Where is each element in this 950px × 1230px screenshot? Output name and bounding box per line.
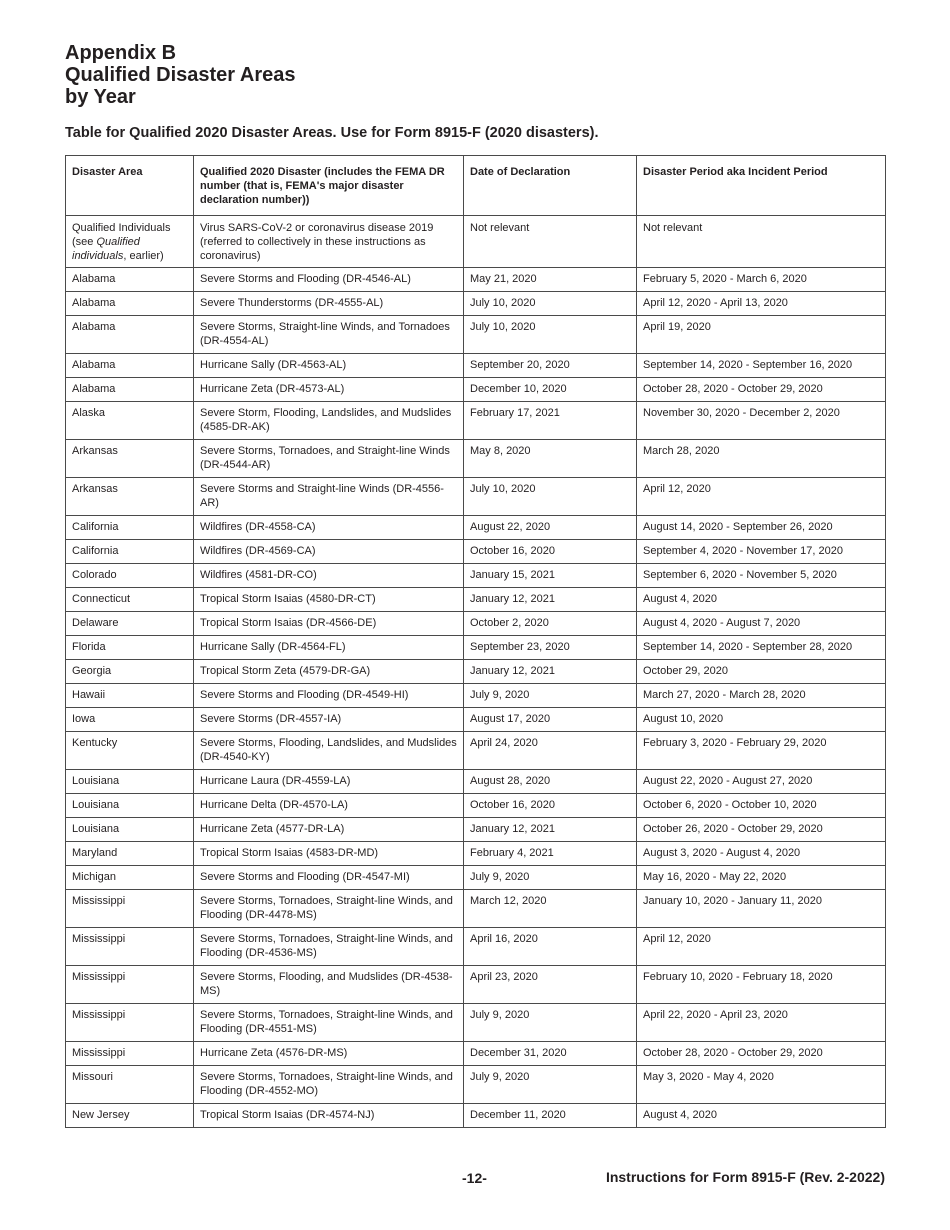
cell-disaster-period: March 28, 2020: [637, 440, 886, 478]
cell-disaster-area: Mississippi: [66, 966, 194, 1004]
cell-disaster-area: Louisiana: [66, 818, 194, 842]
table-row: [66, 1104, 886, 1128]
cell-disaster-area: Alaska: [66, 402, 194, 440]
appendix-subtitle: Qualified Disaster Areas: [65, 64, 296, 86]
table-row: [66, 378, 886, 402]
cell-disaster-area: Arkansas: [66, 478, 194, 516]
table-row: [66, 354, 886, 378]
table-row: [66, 1066, 886, 1104]
cell-qualified-disaster: Hurricane Zeta (4576-DR-MS): [194, 1042, 464, 1066]
cell-qualified-disaster: Severe Storms, Tornadoes, Straight-line Winds, and Flooding (DR-4536-MS): [194, 928, 464, 966]
cell-disaster-period: October 29, 2020: [637, 660, 886, 684]
cell-disaster-area: Mississippi: [66, 1042, 194, 1066]
cell-declaration-date: October 16, 2020: [464, 794, 637, 818]
column-header-disaster-period: Disaster Period aka Incident Period: [637, 156, 886, 216]
cell-qualified-disaster: Hurricane Sally (DR-4563-AL): [194, 354, 464, 378]
cell-qualified-disaster: Tropical Storm Isaias (DR-4574-NJ): [194, 1104, 464, 1128]
cell-disaster-area: Alabama: [66, 354, 194, 378]
cell-disaster-period: September 14, 2020 - September 28, 2020: [637, 636, 886, 660]
cell-disaster-period: March 27, 2020 - March 28, 2020: [637, 684, 886, 708]
table-row: [66, 966, 886, 1004]
cell-disaster-area: California: [66, 540, 194, 564]
table-body: [66, 216, 886, 1128]
cell-qualified-disaster: Hurricane Zeta (DR-4573-AL): [194, 378, 464, 402]
cell-disaster-period: May 16, 2020 - May 22, 2020: [637, 866, 886, 890]
table-row: [66, 684, 886, 708]
cell-qualified-disaster: Wildfires (DR-4569-CA): [194, 540, 464, 564]
cell-disaster-area: Louisiana: [66, 770, 194, 794]
column-header-qualified-disaster: Qualified 2020 Disaster (includes the FEMA DR number (that is, FEMA's major disaster declaration number)): [194, 156, 464, 216]
cell-disaster-area: Kentucky: [66, 732, 194, 770]
cell-qualified-disaster: Severe Storms, Tornadoes, Straight-line Winds, and Flooding (DR-4551-MS): [194, 1004, 464, 1042]
cell-disaster-period: September 4, 2020 - November 17, 2020: [637, 540, 886, 564]
cell-disaster-area: Alabama: [66, 292, 194, 316]
table-caption: Table for Qualified 2020 Disaster Areas. Use for Form 8915-F (2020 disasters).: [65, 125, 599, 141]
cell-qualified-disaster: Wildfires (4581-DR-CO): [194, 564, 464, 588]
cell-qualified-disaster: Severe Storms and Flooding (DR-4546-AL): [194, 268, 464, 292]
table-row: [66, 842, 886, 866]
table-row: [66, 292, 886, 316]
cell-disaster-area: Louisiana: [66, 794, 194, 818]
cell-disaster-area: Mississippi: [66, 1004, 194, 1042]
table-row: [66, 1004, 886, 1042]
cell-disaster-period: August 4, 2020: [637, 1104, 886, 1128]
cell-qualified-disaster: Wildfires (DR-4558-CA): [194, 516, 464, 540]
cell-declaration-date: October 16, 2020: [464, 540, 637, 564]
table-row: [66, 636, 886, 660]
column-header-disaster-area: Disaster Area: [66, 156, 194, 216]
cell-qualified-disaster: Severe Storms, Straight-line Winds, and Tornadoes (DR-4554-AL): [194, 316, 464, 354]
cell-qualified-disaster: Hurricane Laura (DR-4559-LA): [194, 770, 464, 794]
cell-disaster-period: August 4, 2020: [637, 588, 886, 612]
qualified-area-suffix: , earlier): [123, 250, 164, 262]
cell-disaster-area: Mississippi: [66, 928, 194, 966]
cell-declaration-date: July 10, 2020: [464, 316, 637, 354]
cell-disaster-period: August 10, 2020: [637, 708, 886, 732]
cell-declaration-date: January 15, 2021: [464, 564, 637, 588]
cell-disaster-area: Maryland: [66, 842, 194, 866]
cell-qualified-disaster: Severe Storms, Tornadoes, Straight-line Winds, and Flooding (DR-4478-MS): [194, 890, 464, 928]
cell-disaster-period: Not relevant: [637, 216, 886, 268]
cell-qualified-disaster: Severe Storms, Flooding, Landslides, and Mudslides (DR-4540-KY): [194, 732, 464, 770]
cell-disaster-area: Georgia: [66, 660, 194, 684]
cell-declaration-date: April 24, 2020: [464, 732, 637, 770]
cell-qualified-disaster: Hurricane Zeta (4577-DR-LA): [194, 818, 464, 842]
cell-qualified-disaster: Tropical Storm Zeta (4579-DR-GA): [194, 660, 464, 684]
cell-qualified-disaster: Tropical Storm Isaias (4583-DR-MD): [194, 842, 464, 866]
cell-declaration-date: July 9, 2020: [464, 684, 637, 708]
cell-declaration-date: February 4, 2021: [464, 842, 637, 866]
cell-declaration-date: April 16, 2020: [464, 928, 637, 966]
cell-declaration-date: December 10, 2020: [464, 378, 637, 402]
cell-declaration-date: July 9, 2020: [464, 1066, 637, 1104]
table-row: [66, 540, 886, 564]
cell-declaration-date: September 23, 2020: [464, 636, 637, 660]
qualified-individuals-reference: Qualified individuals: [72, 236, 140, 262]
cell-qualified-disaster: Severe Storms and Flooding (DR-4549-HI): [194, 684, 464, 708]
table-row: [66, 478, 886, 516]
cell-disaster-period: August 3, 2020 - August 4, 2020: [637, 842, 886, 866]
cell-disaster-period: October 26, 2020 - October 29, 2020: [637, 818, 886, 842]
cell-declaration-date: January 12, 2021: [464, 660, 637, 684]
appendix-subtitle-year: by Year: [65, 86, 136, 108]
cell-qualified-disaster: Severe Storms, Tornadoes, Straight-line Winds, and Flooding (DR-4552-MO): [194, 1066, 464, 1104]
column-header-declaration-date: Date of Declaration: [464, 156, 637, 216]
cell-qualified-disaster: Tropical Storm Isaias (4580-DR-CT): [194, 588, 464, 612]
table-row: [66, 866, 886, 890]
cell-disaster-area: Alabama: [66, 316, 194, 354]
table-header-row: [66, 156, 886, 216]
table-row: [66, 928, 886, 966]
cell-qualified-disaster: Virus SARS-CoV-2 or coronavirus disease 2019 (referred to collectively in these instructions as coronavirus): [194, 216, 464, 268]
cell-qualified-disaster: Severe Storms, Tornadoes, and Straight-line Winds (DR-4544-AR): [194, 440, 464, 478]
cell-declaration-date: March 12, 2020: [464, 890, 637, 928]
table-row: [66, 516, 886, 540]
cell-disaster-area: Connecticut: [66, 588, 194, 612]
cell-disaster-period: November 30, 2020 - December 2, 2020: [637, 402, 886, 440]
cell-disaster-area: California: [66, 516, 194, 540]
cell-declaration-date: May 8, 2020: [464, 440, 637, 478]
cell-disaster-area: Delaware: [66, 612, 194, 636]
qualified-area-prefix: Qualified Individuals (see: [72, 222, 171, 248]
table-row: [66, 612, 886, 636]
cell-disaster-period: April 12, 2020: [637, 928, 886, 966]
cell-qualified-disaster: Severe Storms (DR-4557-IA): [194, 708, 464, 732]
cell-declaration-date: December 11, 2020: [464, 1104, 637, 1128]
cell-disaster-period: October 28, 2020 - October 29, 2020: [637, 1042, 886, 1066]
table-row: [66, 770, 886, 794]
cell-declaration-date: July 10, 2020: [464, 478, 637, 516]
cell-disaster-period: August 22, 2020 - August 27, 2020: [637, 770, 886, 794]
cell-declaration-date: August 22, 2020: [464, 516, 637, 540]
cell-qualified-disaster: Severe Storms, Flooding, and Mudslides (DR-4538-MS): [194, 966, 464, 1004]
cell-qualified-disaster: Hurricane Delta (DR-4570-LA): [194, 794, 464, 818]
cell-qualified-disaster: Severe Storms and Straight-line Winds (DR-4556-AR): [194, 478, 464, 516]
cell-disaster-area: Arkansas: [66, 440, 194, 478]
cell-disaster-period: May 3, 2020 - May 4, 2020: [637, 1066, 886, 1104]
cell-declaration-date: February 17, 2021: [464, 402, 637, 440]
cell-declaration-date: August 17, 2020: [464, 708, 637, 732]
cell-disaster-period: April 22, 2020 - April 23, 2020: [637, 1004, 886, 1042]
cell-declaration-date: April 23, 2020: [464, 966, 637, 1004]
cell-qualified-disaster: Hurricane Sally (DR-4564-FL): [194, 636, 464, 660]
cell-declaration-date: January 12, 2021: [464, 818, 637, 842]
cell-disaster-period: April 12, 2020 - April 13, 2020: [637, 292, 886, 316]
cell-disaster-period: February 3, 2020 - February 29, 2020: [637, 732, 886, 770]
table-row: [66, 1042, 886, 1066]
cell-declaration-date: January 12, 2021: [464, 588, 637, 612]
cell-declaration-date: December 31, 2020: [464, 1042, 637, 1066]
table-row: [66, 890, 886, 928]
form-title-footer: Instructions for Form 8915-F (Rev. 2-2022): [605, 1169, 885, 1185]
cell-disaster-period: February 10, 2020 - February 18, 2020: [637, 966, 886, 1004]
cell-declaration-date: September 20, 2020: [464, 354, 637, 378]
table-row: [66, 818, 886, 842]
table-row: [66, 794, 886, 818]
cell-disaster-area: Mississippi: [66, 890, 194, 928]
cell-qualified-disaster: Severe Storm, Flooding, Landslides, and Mudslides (4585-DR-AK): [194, 402, 464, 440]
page-number: -12-: [462, 1170, 487, 1186]
cell-disaster-period: February 5, 2020 - March 6, 2020: [637, 268, 886, 292]
cell-qualified-disaster: Severe Storms and Flooding (DR-4547-MI): [194, 866, 464, 890]
disaster-areas-table: [65, 155, 886, 1128]
cell-declaration-date: August 28, 2020: [464, 770, 637, 794]
cell-disaster-period: September 14, 2020 - September 16, 2020: [637, 354, 886, 378]
cell-disaster-area: Missouri: [66, 1066, 194, 1104]
cell-disaster-period: January 10, 2020 - January 11, 2020: [637, 890, 886, 928]
cell-declaration-date: July 9, 2020: [464, 866, 637, 890]
table-row: [66, 402, 886, 440]
cell-disaster-area: Alabama: [66, 378, 194, 402]
appendix-title: Appendix B: [65, 42, 177, 64]
cell-disaster-period: April 12, 2020: [637, 478, 886, 516]
table-row: [66, 564, 886, 588]
table-row: [66, 732, 886, 770]
table-row: [66, 316, 886, 354]
table-row: [66, 708, 886, 732]
cell-disaster-area: [66, 216, 194, 268]
table-row: [66, 660, 886, 684]
cell-declaration-date: October 2, 2020: [464, 612, 637, 636]
cell-disaster-period: August 4, 2020 - August 7, 2020: [637, 612, 886, 636]
cell-declaration-date: July 10, 2020: [464, 292, 637, 316]
table-row: [66, 268, 886, 292]
cell-disaster-period: October 28, 2020 - October 29, 2020: [637, 378, 886, 402]
cell-disaster-area: New Jersey: [66, 1104, 194, 1128]
cell-declaration-date: May 21, 2020: [464, 268, 637, 292]
cell-qualified-disaster: Severe Thunderstorms (DR-4555-AL): [194, 292, 464, 316]
cell-disaster-area: Colorado: [66, 564, 194, 588]
cell-declaration-date: Not relevant: [464, 216, 637, 268]
cell-disaster-area: Alabama: [66, 268, 194, 292]
cell-disaster-period: September 6, 2020 - November 5, 2020: [637, 564, 886, 588]
cell-disaster-period: October 6, 2020 - October 10, 2020: [637, 794, 886, 818]
cell-disaster-area: Iowa: [66, 708, 194, 732]
table-row: [66, 440, 886, 478]
cell-disaster-area: Michigan: [66, 866, 194, 890]
appendix-heading: [65, 42, 295, 108]
cell-disaster-period: April 19, 2020: [637, 316, 886, 354]
cell-declaration-date: July 9, 2020: [464, 1004, 637, 1042]
cell-qualified-disaster: Tropical Storm Isaias (DR-4566-DE): [194, 612, 464, 636]
table-row-qualified-individuals: [66, 216, 886, 268]
table-row: [66, 588, 886, 612]
cell-disaster-area: Hawaii: [66, 684, 194, 708]
cell-disaster-period: August 14, 2020 - September 26, 2020: [637, 516, 886, 540]
cell-disaster-area: Florida: [66, 636, 194, 660]
